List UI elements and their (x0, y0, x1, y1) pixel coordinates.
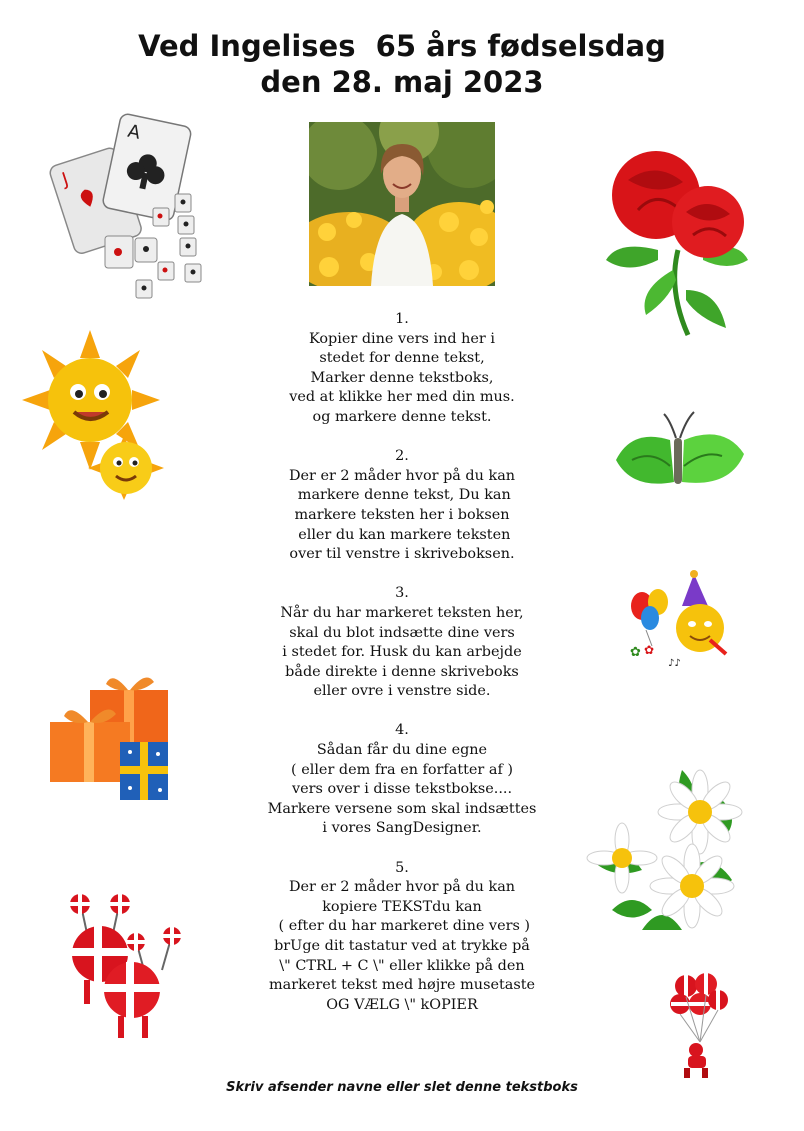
butterfly-icon (612, 410, 747, 504)
gift-boxes-icon (46, 670, 176, 809)
svg-text:J: J (59, 168, 72, 191)
svg-text:A: A (125, 120, 143, 144)
portrait-photo (309, 122, 495, 286)
verse-stanza (210, 721, 594, 839)
verse-line: ( eller dem fra en forfatter af ) (291, 761, 513, 778)
verse-number: 4. (395, 722, 409, 739)
verse-stanza (210, 447, 594, 565)
verse-line: Der er 2 måder hvor på du kan (288, 467, 516, 484)
verse-line: \" CTRL + C \" eller klikke på den (279, 957, 525, 974)
flag-balloons-icon (670, 970, 730, 1084)
verse-number: 2. (395, 448, 409, 465)
verse-line: Når du har markeret teksten her, (280, 604, 524, 621)
title-line-2: den 28. maj 2023 (260, 65, 544, 99)
verse-stanza (210, 584, 594, 702)
danish-flag-figures-icon (62, 890, 187, 1044)
verse-number: 5. (395, 859, 409, 876)
verse-textbox[interactable] (210, 310, 594, 1035)
svg-text:✿: ✿ (630, 645, 641, 660)
svg-text:♪♪: ♪♪ (668, 658, 681, 669)
verse-line: Kopier dine vers ind her i (309, 330, 495, 347)
verse-line: brUge dit tastatur ved at trykke på (274, 938, 530, 954)
title-line-1: Ved Ingelises 65 års fødselsdag (138, 29, 666, 63)
verse-number: 3. (395, 585, 409, 602)
sender-textbox[interactable]: Skriv afsender navne eller slet denne tekstboks (226, 1080, 578, 1095)
verse-line: i vores SangDesigner. (322, 820, 482, 837)
verse-number: 1. (395, 311, 409, 327)
verse-line: både direkte i denne skriveboks (285, 663, 519, 680)
verse-stanza (210, 310, 594, 428)
rose-icon (598, 140, 758, 344)
verse-line: vers over i disse tekstbokse.... (291, 781, 513, 798)
verse-line: Sådan får du dine egne (316, 742, 488, 759)
verse-line: OG VÆLG \" kOPIER (326, 996, 478, 1013)
sun-icon (22, 328, 172, 507)
verse-line: ( efter du har markeret dine vers ) (273, 918, 531, 935)
verse-line: eller ovre i venstre side. (313, 683, 491, 700)
verse-line: markere teksten her i boksen (294, 506, 510, 523)
verse-line: Marker denne tekstboks, (310, 369, 494, 386)
svg-text:✿: ✿ (644, 643, 655, 657)
verse-line: ved at klikke her med din mus. (289, 389, 515, 406)
verse-line: stedet for denne tekst, (319, 350, 485, 367)
verse-line: skal du blot indsætte dine vers (289, 624, 515, 641)
verse-line: markere denne tekst, Du kan (293, 487, 511, 504)
verse-line: kopiere TEKSTdu kan (322, 898, 482, 915)
verse-stanza (210, 859, 594, 1016)
daisy-flowers-icon (582, 760, 752, 944)
verse-line: og markere denne tekst. (312, 408, 492, 425)
verse-line: i stedet for. Husk du kan arbejde (282, 644, 522, 661)
page-title (0, 28, 804, 100)
verse-line: over til venstre i skriveboksen. (289, 546, 515, 563)
verse-line: eller du kan markere teksten (293, 526, 511, 543)
verse-line: Markere versene som skal indsættes (267, 800, 537, 817)
verse-line: Der er 2 måder hvor på du kan (288, 879, 516, 896)
playing-cards-icon (40, 112, 215, 306)
verse-line: markeret tekst med højre musetaste (268, 977, 536, 994)
party-emoji-icon (628, 570, 733, 674)
